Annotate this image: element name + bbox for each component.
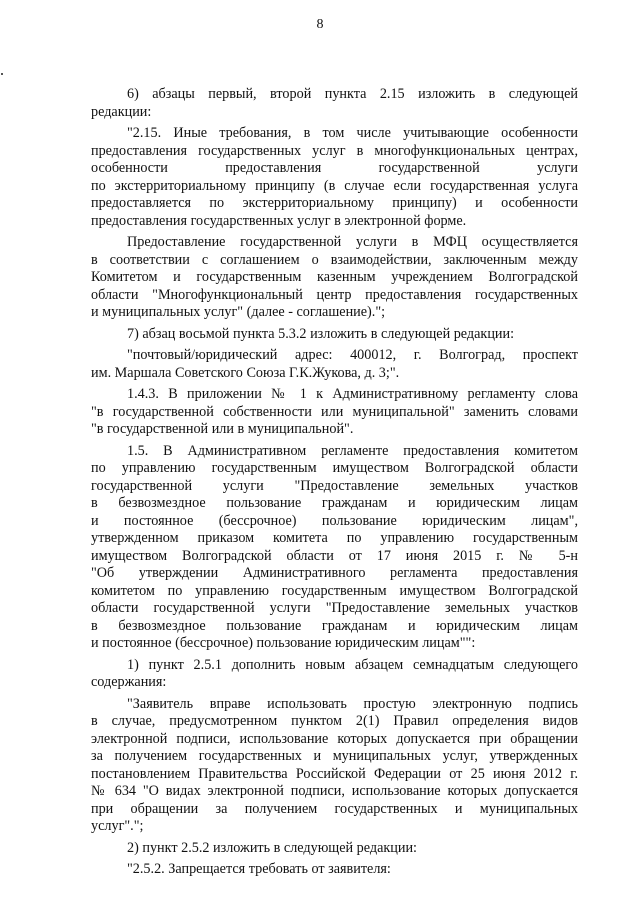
- text-line: электронной подписи, использование которых допускается при обращении: [91, 730, 578, 747]
- text-line: "2.5.2. Запрещается требовать от заявителя:: [127, 861, 391, 877]
- text-line: "Об утверждении Административного регламента предоставления: [91, 565, 578, 581]
- text-line: в безвозмездное пользование гражданам и юридическим лицам: [91, 495, 578, 511]
- text-line: редакции:: [91, 103, 152, 120]
- text-line: утвержденном приказом комитета по управлению государственным: [91, 530, 578, 546]
- text-line: при обращении за получением государственных и муниципальных: [91, 800, 578, 817]
- text-line: Предоставление государственной услуги в МФЦ осуществляется: [127, 234, 578, 250]
- text-line: 1.5. В Административном регламенте предоставления комитетом: [127, 442, 578, 459]
- text-line: и муниципальных услуг" (далее - соглашение).";: [91, 304, 386, 320]
- text-line: содержания:: [91, 674, 167, 690]
- text-line: 1.4.3. В приложении № 1 к Административному регламенту слова: [127, 386, 578, 402]
- text-line: в соответствии с соглашением о взаимодействии, заключенным между: [91, 251, 578, 268]
- document-body: [91, 86, 578, 879]
- text-line: предоставления государственных услуг в электронной форме.: [91, 212, 467, 229]
- text-line: им. Маршала Советского Союза Г.К.Жукова, д. 3;".: [91, 364, 400, 381]
- text-line: комитетом по управлению государственным имуществом Волгоградской: [91, 582, 578, 599]
- text-line: "почтовый/юридический адрес: 400012, г. Волгоград, проспект: [127, 347, 578, 363]
- text-line: "2.15. Иные требования, в том числе учитывающие особенности: [127, 125, 578, 141]
- text-line: услуг".";: [91, 818, 144, 834]
- text-line: в случае, предусмотренном пунктом 2(1) Правил определения видов: [91, 713, 578, 729]
- text-line: постановлением Правительства Российской Федерации от 25 июня 2012 г.: [91, 765, 578, 782]
- text-line: имуществом Волгоградской области от 17 июня 2015 г. № 5-н: [91, 547, 578, 564]
- text-line: 6) абзацы первый, второй пункта 2.15 изложить в следующей: [127, 86, 578, 102]
- text-line: и постоянное (бессрочное) пользование юридическим лицам"":: [91, 635, 476, 651]
- text-line: по управлению государственным имуществом Волгоградской области: [91, 460, 578, 476]
- text-line: "Заявитель вправе использовать простую электронную подпись: [127, 695, 578, 712]
- text-line: предоставления государственных услуг в многофункциональных центрах,: [91, 142, 578, 159]
- text-line: и постоянное (бессрочное) пользование юридическим лицам",: [91, 512, 578, 529]
- text-line: "в государственной или в муниципальной".: [91, 421, 354, 437]
- text-line: 2) пункт 2.5.2 изложить в следующей редакции:: [127, 839, 417, 856]
- margin-mark: [1, 73, 3, 75]
- text-line: 7) абзац восьмой пункта 5.3.2 изложить в следующей редакции:: [127, 325, 515, 342]
- text-line: области государственной услуги "Предоставление земельных участков: [91, 600, 578, 616]
- text-line: Комитетом и государственным казенным учреждением Волгоградской: [91, 269, 578, 285]
- text-line: особенности предоставления государственной услуги: [91, 160, 578, 176]
- text-line: 1) пункт 2.5.1 дополнить новым абзацем семнадцатым следующего: [127, 656, 578, 673]
- text-line: № 634 "О видах электронной подписи, использование которых допускается: [91, 783, 578, 799]
- text-line: в безвозмездное пользование гражданам и юридическим лицам: [91, 617, 578, 634]
- text-line: по экстерриториальному принципу (в случае если государственная услуга: [91, 177, 578, 194]
- text-line: государственной услуги "Предоставление земельных участков: [91, 477, 578, 494]
- text-line: "в государственной собственности или муниципальной" заменить словами: [91, 403, 578, 420]
- page-number: 8: [316, 17, 324, 32]
- text-line: предоставляется по экстерриториальному принципу) и особенности: [91, 195, 578, 211]
- text-line: за получением государственных и муниципальных услуг, утвержденных: [91, 748, 578, 764]
- text-line: области "Многофункциональный центр предоставления государственных: [91, 286, 578, 303]
